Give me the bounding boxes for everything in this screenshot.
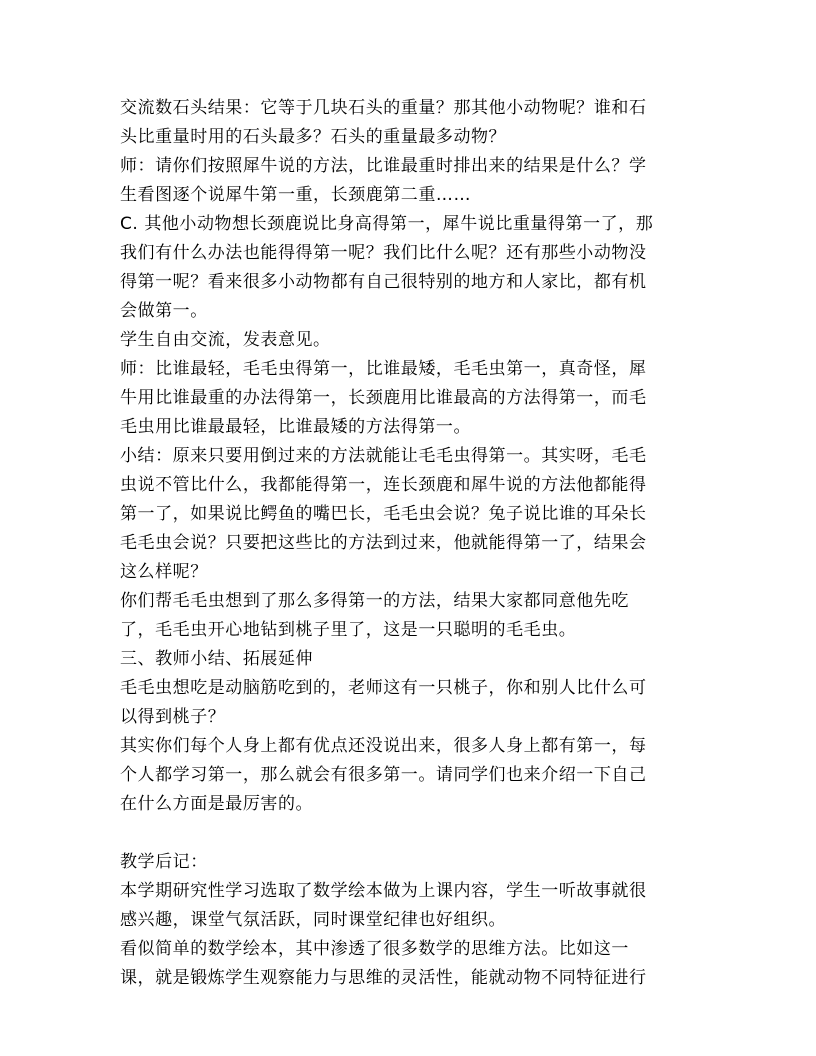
text-line: 在什么方面是最厉害的。 [120, 794, 314, 814]
text-line: 交流数石头结果：它等于几块石头的重量？那其他小动物呢？谁和石 [120, 98, 647, 118]
blank-line [120, 819, 700, 848]
text-line: 生看图逐个说犀牛第一重，长颈鹿第二重…… [120, 185, 471, 205]
text-line: 本学期研究性学习选取了数学绘本做为上课内容，学生一听故事就很 [120, 881, 647, 901]
text-line: 师：请你们按照犀牛说的方法，比谁最重时排出来的结果是什么？学 [120, 156, 647, 176]
text-line: 师：比谁最轻，毛毛虫得第一，比谁最矮，毛毛虫第一，真奇怪，犀 [120, 359, 647, 379]
text-line: 毛毛虫会说？只要把这些比的方法到过来，他就能得第一了，结果会 [120, 533, 647, 553]
text-line: 其实你们每个人身上都有优点还没说出来，很多人身上都有第一，每 [120, 736, 647, 756]
text-line: 第一了，如果说比鳄鱼的嘴巴长，毛毛虫会说？兔子说比谁的耳朵长 [120, 504, 647, 524]
text-line: 以得到桃子？ [120, 707, 226, 727]
text-line: 会做第一。 [120, 301, 208, 321]
text-line: 小结：原来只要用倒过来的方法就能让毛毛虫得第一。其实呀，毛毛 [120, 446, 647, 466]
text-line: 看似简单的数学绘本，其中渗透了很多数学的思维方法。比如这一 [120, 939, 629, 959]
text-line: 个人都学习第一，那么就会有很多第一。请同学们也来介绍一下自己 [120, 765, 647, 785]
section-heading: 教学后记： [120, 852, 208, 872]
text-line: 感兴趣，课堂气氛活跃，同时课堂纪律也好组织。 [120, 910, 507, 930]
text-line: 了，毛毛虫开心地钻到桃子里了，这是一只聪明的毛毛虫。 [120, 620, 577, 640]
text-line: 毛虫用比谁最最轻，比谁最矮的方法得第一。 [120, 417, 471, 437]
text-line: 你们帮毛毛虫想到了那么多得第一的方法，结果大家都同意他先吃 [120, 591, 629, 611]
text-line: 这么样呢？ [120, 562, 208, 582]
text-line: 得第一呢？看来很多小动物都有自己很特别的地方和人家比，都有机 [120, 272, 647, 292]
text-line: 毛毛虫想吃是动脑筋吃到的，老师这有一只桃子，你和别人比什么可 [120, 678, 647, 698]
text-line: 我们有什么办法也能得得第一呢？我们比什么呢？还有那些小动物没 [120, 243, 647, 263]
text-line: 头比重量时用的石头最多？石头的重量最多动物？ [120, 127, 507, 147]
text-line: C. 其他小动物想长颈鹿说比身高得第一，犀牛说比重量得第一了，那 [120, 214, 654, 234]
text-line: 虫说不管比什么，我都能得第一，连长颈鹿和犀牛说的方法他都能得 [120, 475, 647, 495]
text-line: 牛用比谁最重的办法得第一，长颈鹿用比谁最高的方法得第一，而毛 [120, 388, 647, 408]
text-line: 课，就是锻炼学生观察能力与思维的灵活性，能就动物不同特征进行 [120, 968, 647, 988]
section-heading: 三、教师小结、拓展延伸 [120, 649, 314, 669]
document-body [120, 94, 700, 993]
text-line: 学生自由交流，发表意见。 [120, 330, 331, 350]
